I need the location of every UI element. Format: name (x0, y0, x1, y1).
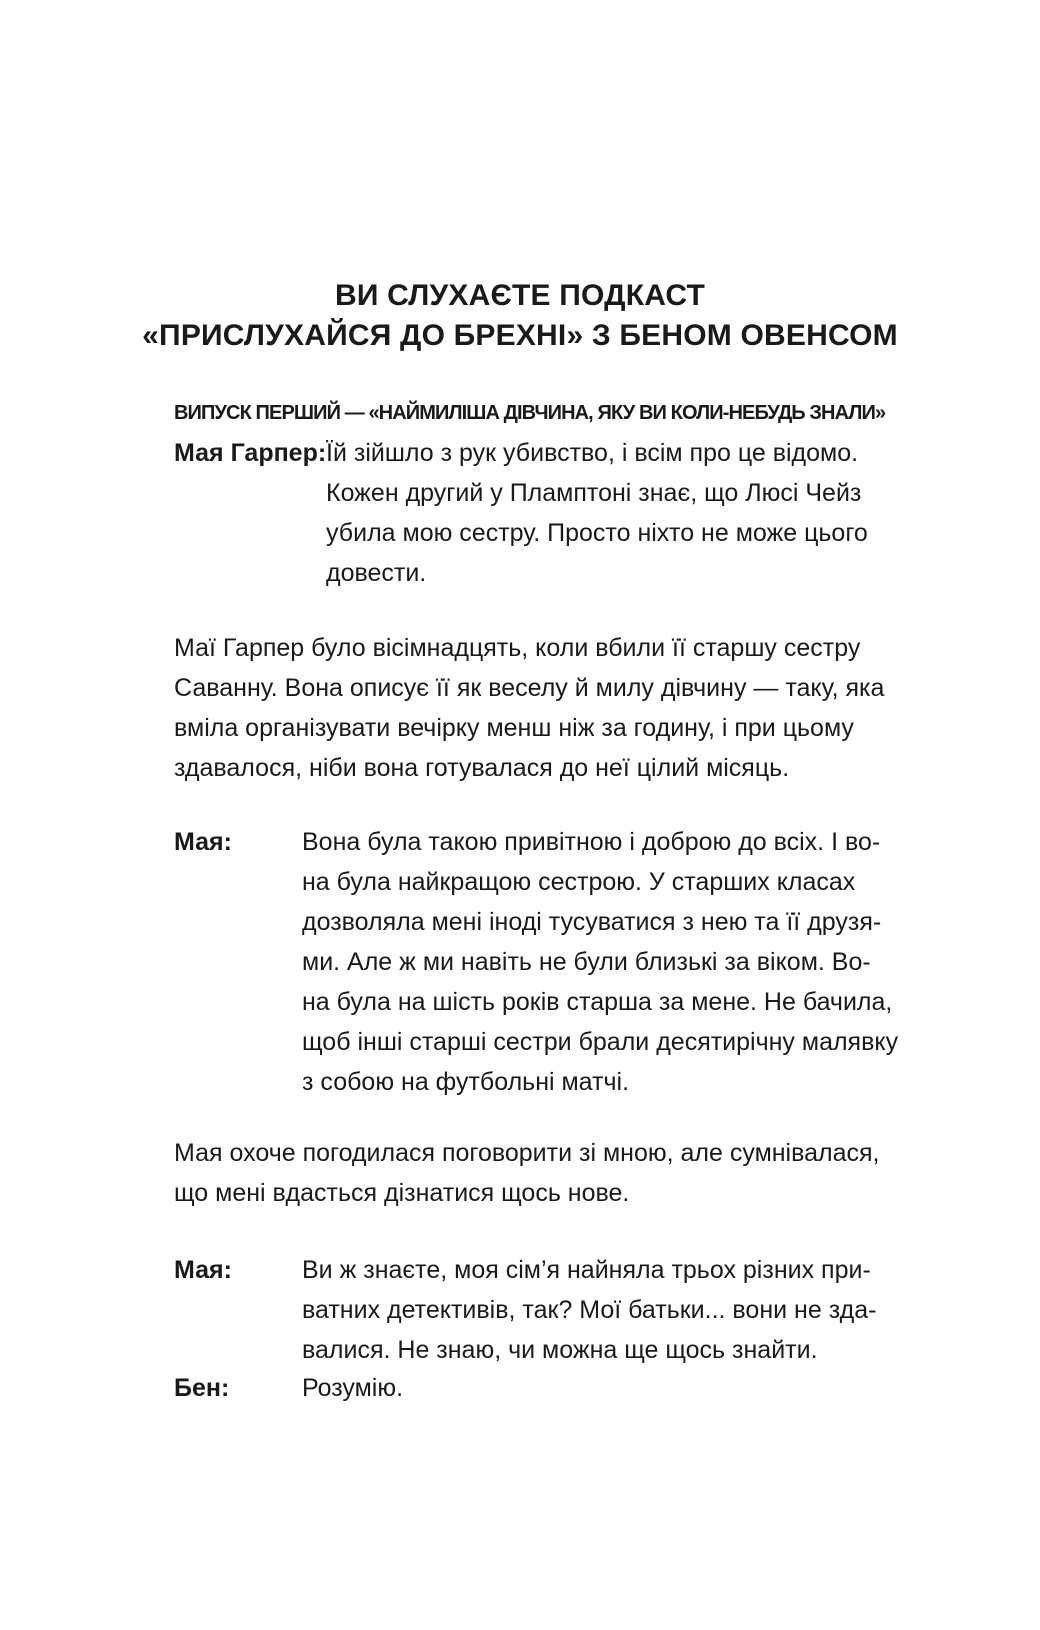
speaker-label: Мая: (174, 828, 232, 856)
paragraph-line: Саванну. Вона описує її як веселу й милу дівчину — таку, яка (174, 674, 885, 702)
heading-line-2: «ПРИСЛУХАЙСЯ ДО БРЕХНІ» З БЕНОМ ОВЕНСОМ (142, 319, 898, 352)
speech-line: ватних детективів, так? Мої батьки... вони не зда- (302, 1296, 877, 1324)
speech-line: валися. Не знаю, чи можна ще щось знайти. (302, 1336, 818, 1364)
speaker-label: Мая Гарпер: (174, 439, 327, 467)
paragraph-line: здавалося, ніби вона готувалася до неї цілий місяць. (174, 754, 790, 782)
speech-line: на була найкращою сестрою. У старших класах (302, 868, 856, 896)
speech-text (326, 433, 918, 593)
speech-line: Ви ж знаєте, моя сім’я найняла трьох різних при- (302, 1256, 871, 1284)
paragraph-line: Маї Гарпер було вісімнадцять, коли вбили її старшу сестру (174, 634, 861, 662)
speech-line: щоб інші старші сестри брали десятирічну малявку (302, 1028, 899, 1056)
paragraph-line: що мені вдасться дізнатися щось нове. (174, 1179, 630, 1207)
narration-paragraph-1 (174, 628, 918, 788)
speech-line: дозволяла мені іноді тусуватися з нею та її друзя- (302, 908, 882, 936)
speech-line: з собою на футбольні матчі. (302, 1068, 630, 1096)
speech-line: Розумію. (302, 1374, 404, 1402)
speech-ben (174, 1368, 918, 1408)
speech-line: ми. Але ж ми навіть не були близькі за віком. Во- (302, 948, 871, 976)
speaker-label: Бен: (174, 1374, 230, 1402)
speech-line: Їй зійшло з рук убивство, і всім про це відомо. (326, 439, 859, 467)
speech-text (302, 1368, 918, 1408)
speech-line: Вона була такою привітною і доброю до всіх. І во- (302, 828, 881, 856)
speech-maya-2 (174, 822, 918, 1102)
paragraph-line: вміла організувати вечірку менш ніж за годину, і при цьому (174, 714, 854, 742)
speech-line: убила мою сестру. Просто ніхто не може цього (326, 519, 868, 547)
speech-text (302, 822, 918, 1102)
narration-paragraph-2 (174, 1133, 918, 1213)
speech-line: на була на шість років старша за мене. Не бачила, (302, 988, 893, 1016)
speech-line: довести. (326, 559, 427, 587)
paragraph-line: Мая охоче погодилася поговорити зі мною, але сумнівалася, (174, 1139, 880, 1167)
speech-maya-harper (174, 433, 918, 593)
speech-text (302, 1250, 918, 1370)
podcast-heading (0, 276, 1040, 356)
heading-line-1: ВИ СЛУХАЄТЕ ПОДКАСТ (334, 279, 706, 312)
speech-maya-3 (174, 1250, 918, 1370)
episode-title: ВИПУСК ПЕРШИЙ — «НАЙМИЛІША ДІВЧИНА, ЯКУ ВИ КОЛИ-НЕБУДЬ ЗНАЛИ» (174, 402, 886, 424)
speech-line: Кожен другий у Пламптоні знає, що Люсі Чейз (326, 479, 862, 507)
speaker-label: Мая: (174, 1256, 232, 1284)
